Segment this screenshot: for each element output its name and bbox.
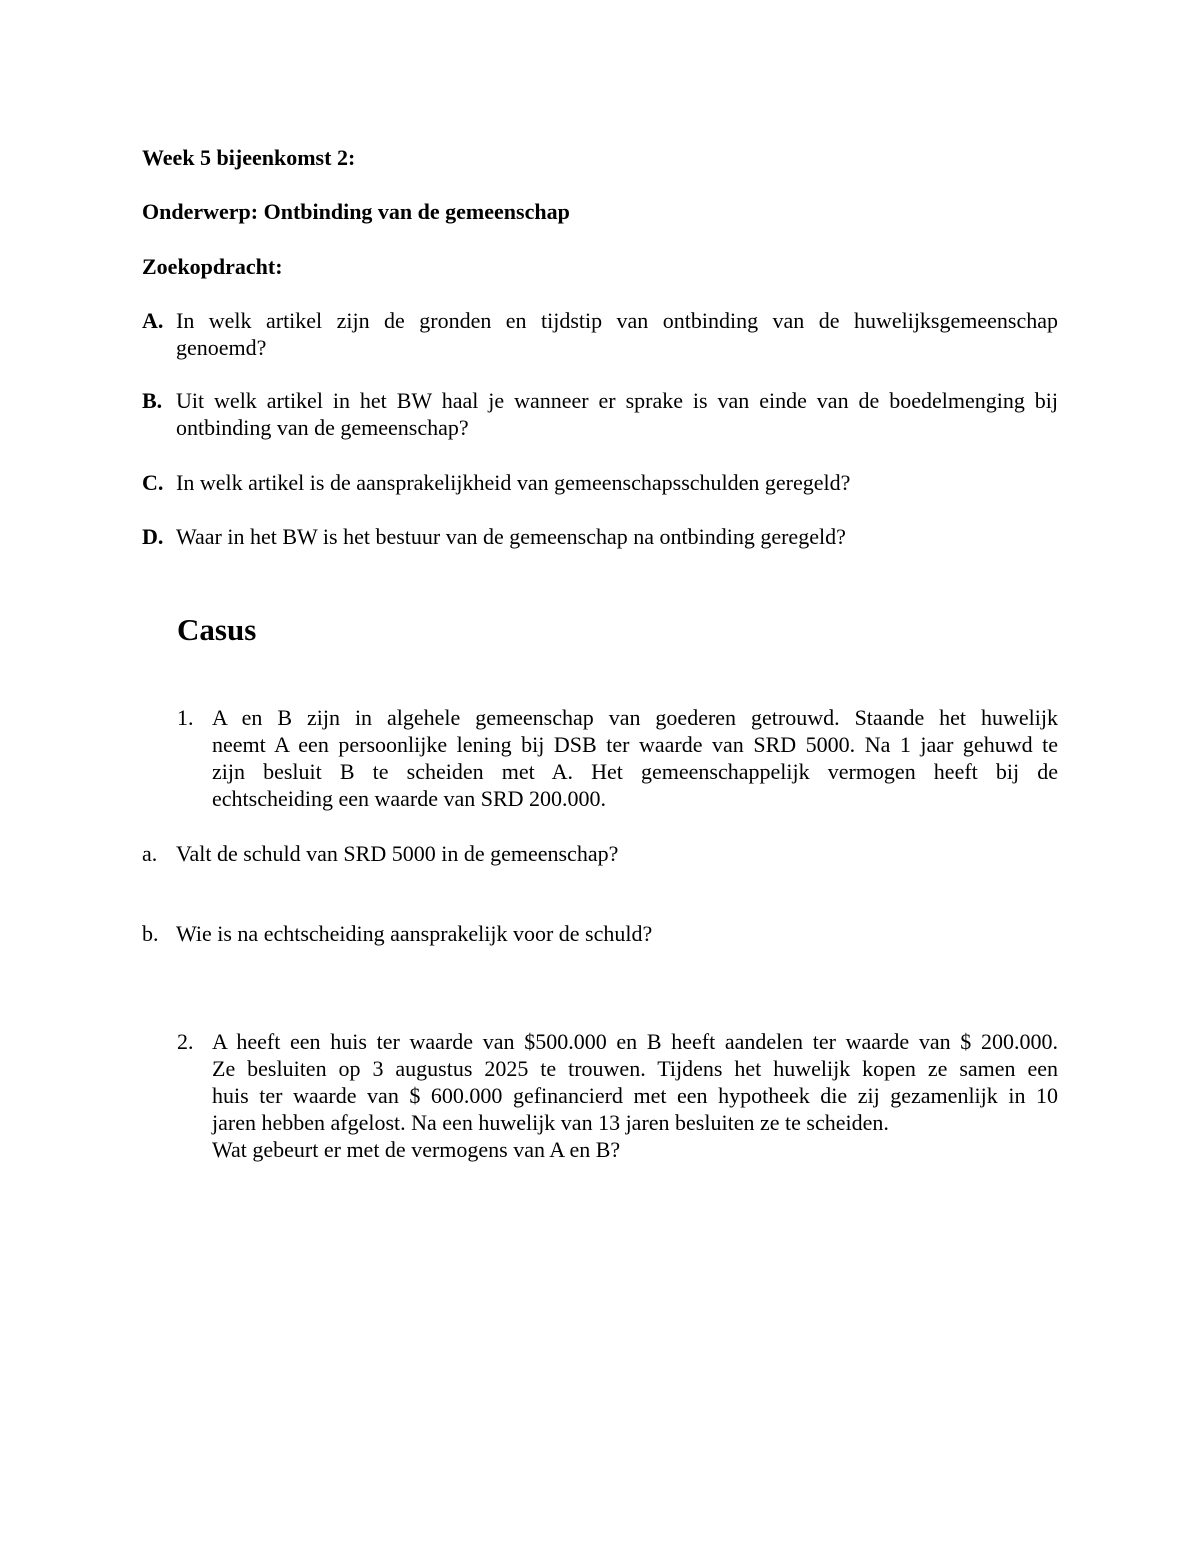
case-text-line: huis ter waarde van $ 600.000 gefinancierd met een hypotheek die zij gezamenlijk in 10 (212, 1083, 1058, 1108)
case-number: 1. (177, 705, 194, 730)
subject-heading: Onderwerp: Ontbinding van de gemeenschap (142, 199, 570, 224)
question-label: A. (142, 308, 164, 333)
case-number: 2. (177, 1029, 194, 1054)
case-text-line: echtscheiding een waarde van SRD 200.000. (212, 786, 607, 811)
case-1 (177, 704, 1058, 812)
case-text-line: zijn besluit B te scheiden met A. Het gemeenschappelijk vermogen heeft bij de (212, 759, 1058, 784)
case-2 (177, 1028, 1058, 1163)
question-a (142, 307, 1058, 361)
case-1-sub-b (142, 920, 1058, 947)
question-text-line: In welk artikel zijn de gronden en tijdstip van ontbinding van de huwelijksgemeenschap (176, 308, 1058, 333)
question-c (142, 469, 1058, 496)
case-text-line: A en B zijn in algehele gemeenschap van goederen getrouwd. Staande het huwelijk (212, 705, 1058, 730)
casus-title: Casus (177, 612, 257, 647)
sub-question-label: b. (142, 921, 159, 946)
case-text-line: neemt A een persoonlijke lening bij DSB ter waarde van SRD 5000. Na 1 jaar gehuwd te (212, 732, 1058, 757)
case-text-line: A heeft een huis ter waarde van $500.000 en B heeft aandelen ter waarde van $ 200.000. (212, 1029, 1058, 1054)
sub-question-text: Wie is na echtscheiding aansprakelijk voor de schuld? (176, 921, 653, 946)
question-d (142, 523, 1058, 550)
assignment-heading: Zoekopdracht: (142, 254, 283, 279)
question-label: C. (142, 470, 164, 495)
sub-question-label: a. (142, 841, 158, 866)
week-heading: Week 5 bijeenkomst 2: (142, 145, 356, 170)
case-text-line: Ze besluiten op 3 augustus 2025 te trouwen. Tijdens het huwelijk kopen ze samen een (212, 1056, 1058, 1081)
sub-question-text: Valt de schuld van SRD 5000 in de gemeenschap? (176, 841, 619, 866)
question-text-line: In welk artikel is de aansprakelijkheid van gemeenschapsschulden geregeld? (176, 470, 851, 495)
question-text-line: genoemd? (176, 335, 267, 360)
question-label: D. (142, 524, 164, 549)
case-question: Wat gebeurt er met de vermogens van A en B? (212, 1137, 621, 1162)
question-label: B. (142, 388, 163, 413)
case-text-line: jaren hebben afgelost. Na een huwelijk van 13 jaren besluiten ze te scheiden. (212, 1110, 889, 1135)
question-text-line: ontbinding van de gemeenschap? (176, 415, 469, 440)
question-text-line: Uit welk artikel in het BW haal je wanneer er sprake is van einde van de boedelmenging bij (176, 388, 1058, 413)
question-b (142, 387, 1058, 441)
question-text-line: Waar in het BW is het bestuur van de gemeenschap na ontbinding geregeld? (176, 524, 846, 549)
case-1-sub-a (142, 840, 1058, 867)
